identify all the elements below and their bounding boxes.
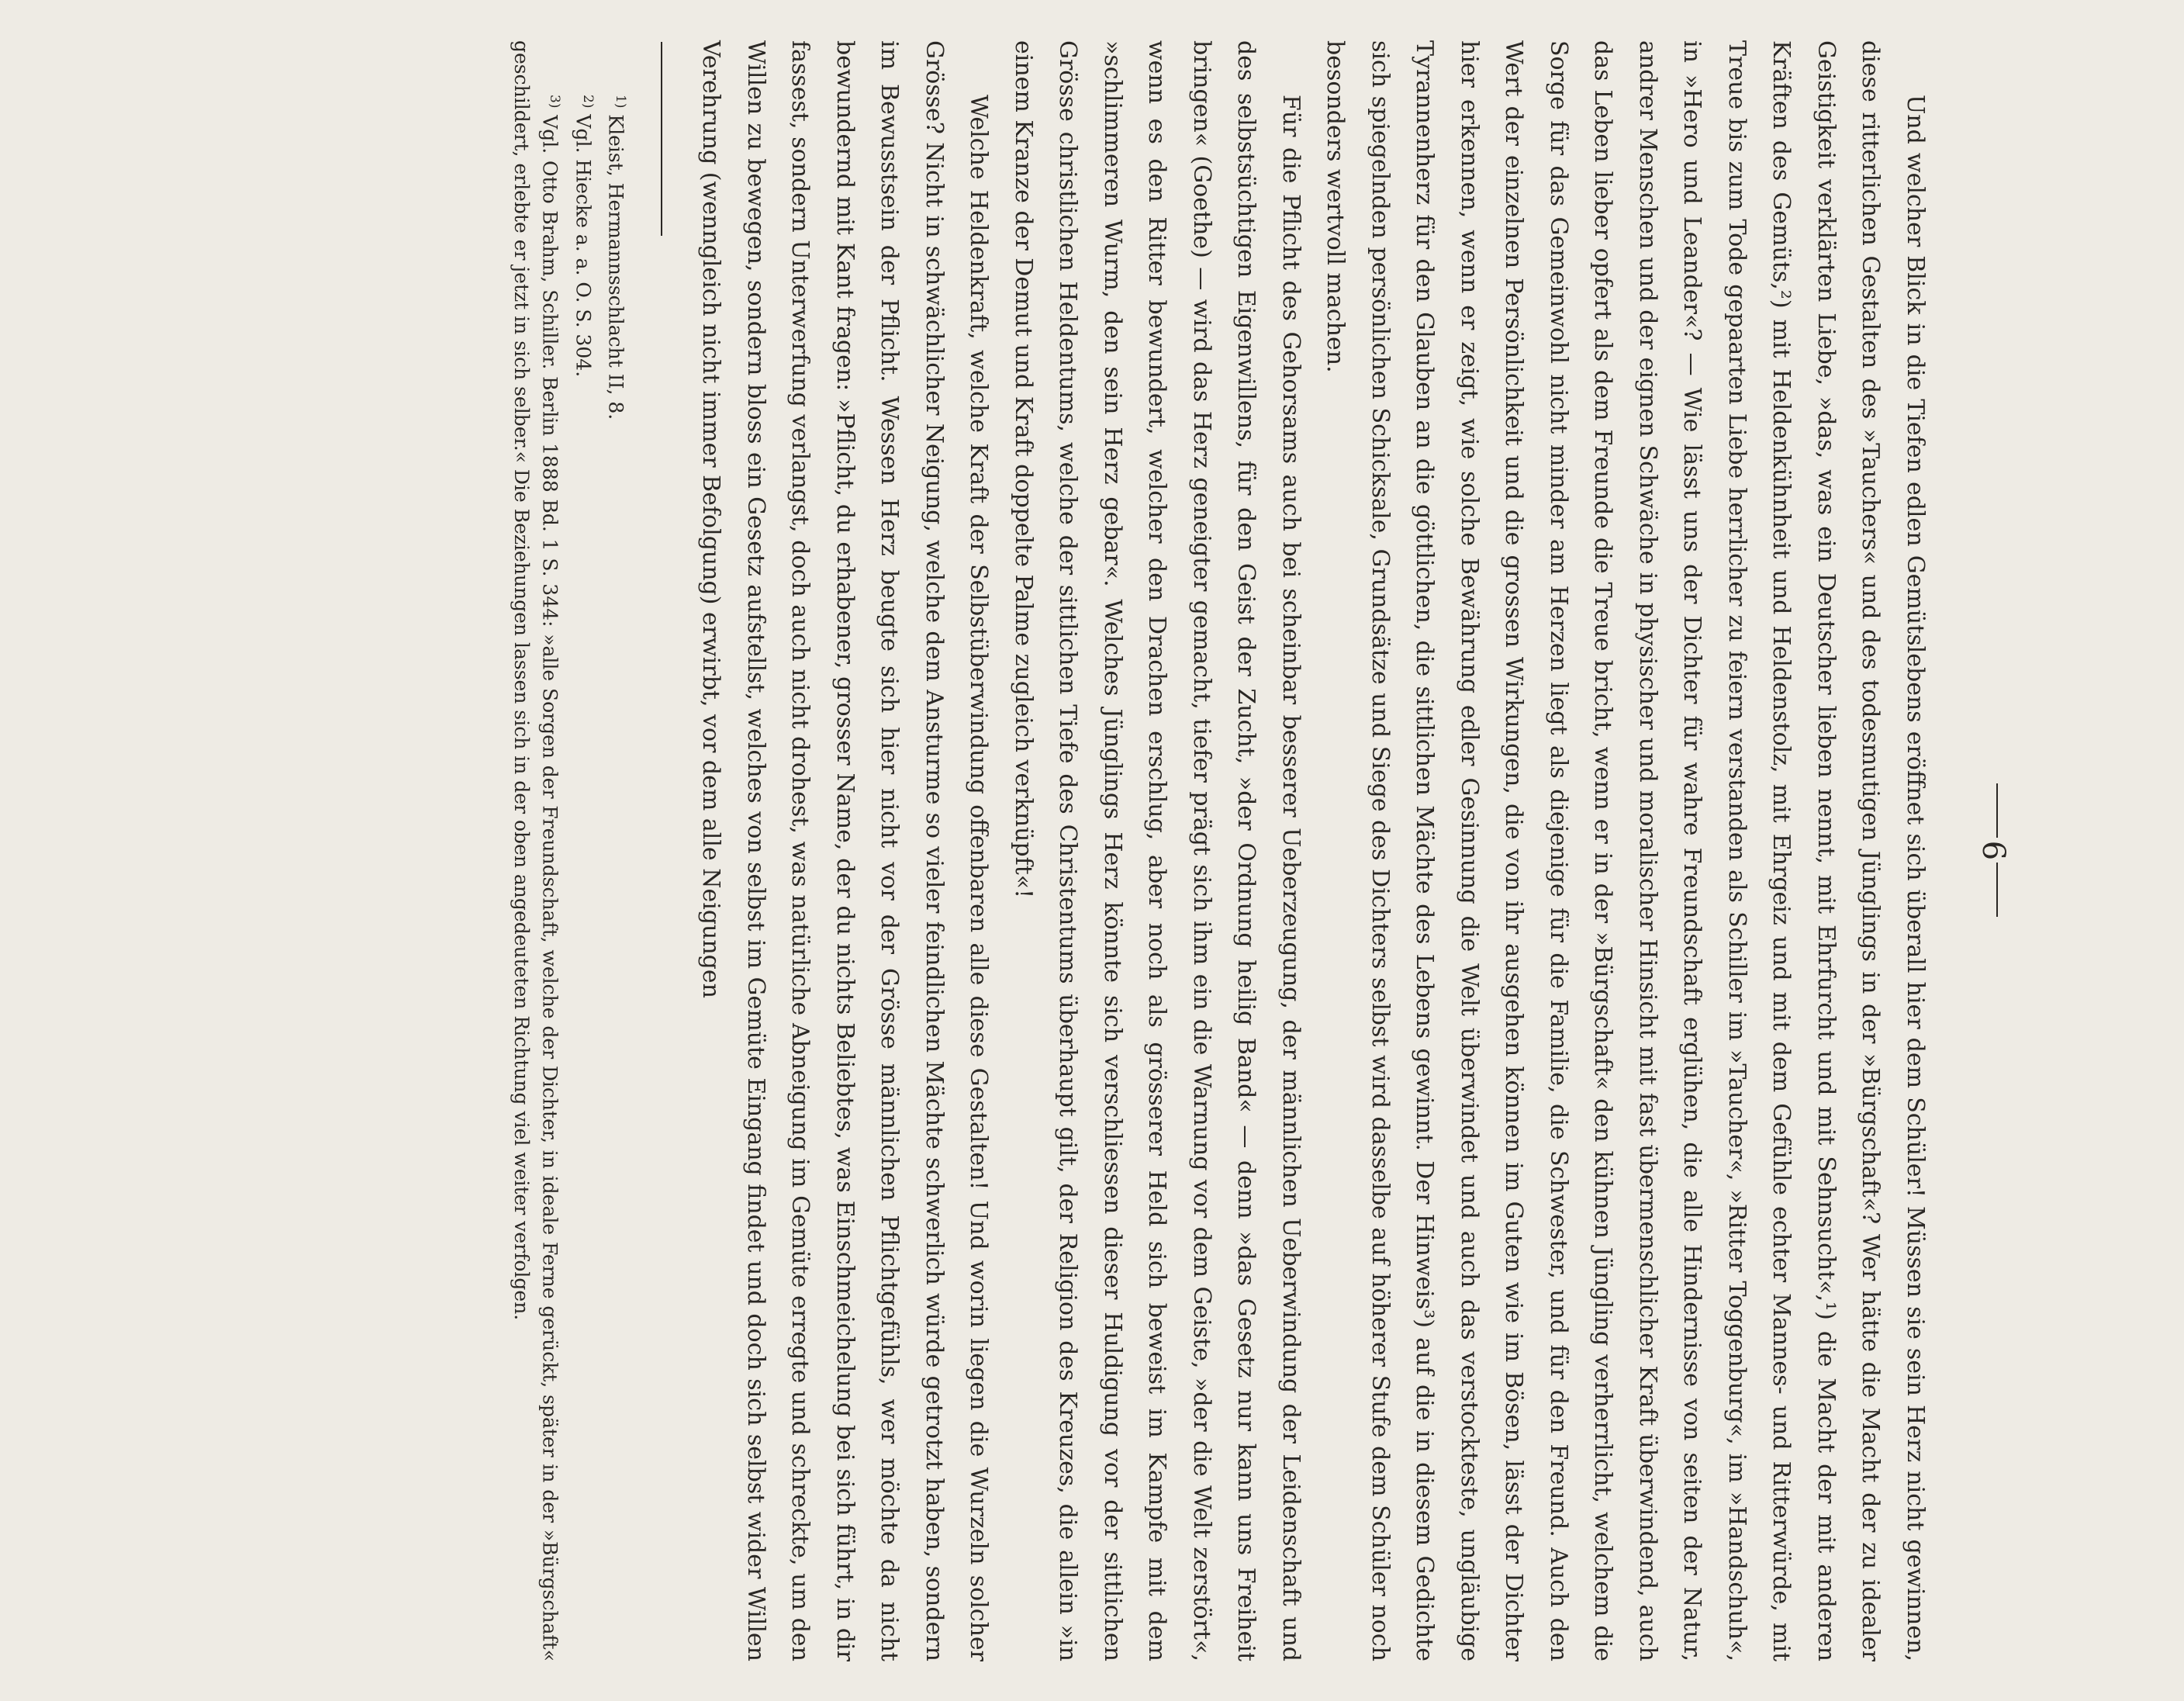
footnote-text: Vgl. Hiecke a. a. O. S. 304. [572,114,595,378]
footnote-mark: 1) [613,95,628,109]
paragraph-2: Für die Pflicht des Gehorsams auch bei scheinbar besserer Ueberzeugung, der männlichen Ueberwindung der Leidenschaft und des selbstsüchtigen Eigenwillens, für den Geist der Zucht, »der Ordnung heilig Band« — denn »das Gesetz nur kann uns Freiheit bringen« (Goethe) — wird das Herz geneigter gemacht, tiefer prägt sich ihm ein die Warnung vor dem Geiste, »der die Welt zerstört«, wenn es den Ritter bewundert, welcher den Drachen erschlug, aber noch als grösserer Held sich beweist im Kampfe mit dem »schlimmeren Wurm, den sein Herz gebar«. Welches Jünglings Herz könnte sich verschliessen dieser Huldigung vor der sittlichen Grösse christlichen Heldentums, welche der sittlichen Tiefe des Christentums überhaupt gilt, der Religion des Kreuzes, die allein »in einem Kranze der Demut und Kraft doppelte Palme zugleich verknüpft«! [1010,40,1305,1661]
rotated-page-content [301,0,2085,1701]
footnote-text: Kleist, Hermannsschlacht II, 8. [604,114,627,420]
footnote-1 [602,40,634,1661]
page-number: 6 [1975,840,2011,861]
footnote-2 [568,40,601,1661]
footnote-text: Vgl. Otto Brahm, Schiller. Berlin 1888 Bd. 1 S. 344: »alle Sorgen der Freundschaft, welche der Dichter, in ideale Ferne gerückt, später in der »Bürgschaft« geschildert, erlebte er jetzt in sich selber.« Die Beziehungen lassen sich in der oben angedeuteten Richtung viel weiter verfolgen. [510,40,562,1661]
footnote-mark: 2) [579,95,596,109]
paragraph-1: Und welcher Blick in die Tiefen edlen Gemütslebens eröffnet sich überall hier dem Schüler! Müssen sie sein Herz nicht gewinnen, diese ritterlichen Gestalten des »Tauchers« und des todesmutigen Jünglings in der »Bürgschaft«? Wer hätte die Macht der zu idealer Geistigkeit verklärten Liebe, »das, was ein Deutscher lieben nennt, mit Ehrfurcht und mit Sehnsucht«,¹) die Macht der mit anderen Kräften des Gemüts,²) mit Heldenkühnheit und Heldenstolz, mit Ehrgeiz und mit dem Gefühle echter Mannes- und Ritterwürde, mit Treue bis zum Tode gepaarten Liebe herrlicher zu feiern verstanden als Schiller im »Taucher«, »Ritter Toggenburg«, im »Handschuh«, in »Hero und Leander«? — Wie lässt uns der Dichter für wahre Freundschaft erglühen, die alle Hindernisse von seiten der Natur, andrer Menschen und der eignen Schwäche in physischer und moralischer Hinsicht mit fast übermenschlicher Kraft überwindend, auch das Leben lieber opfert als dem Freunde die Treue bricht, wenn er in der »Bürgschaft« den kühnen Jüngling verherrlicht, welchem die Sorge für das Gemeinwohl nicht minder am Herzen liegt als diejenige für die Familie, die Schwester, und für den Freund. Auch den Wert der einzelnen Persönlichkeit und die grossen Wirkungen, die von ihr ausgehen können im Guten wie im Bösen, lässt der Dichter hier erkennen, wenn er zeigt, wie solche Bewährung edler Gesinnung die Welt überwindet und auch das verstockteste, ungläubige Tyrannenherz für den Glauben an die göttlichen, die sittlichen Mächte des Lebens gewinnt. Der Hinweis³) auf die in diesem Gedichte sich spiegelnden persönlichen Schicksale, Grundsätze und Siege des Dichters selbst wird dasselbe auf höherer Stufe dem Schüler noch besonders wertvoll machen. [1322,40,1929,1661]
footnote-separator [661,42,662,236]
footnote-mark: 3) [547,95,563,109]
paragraph-3: Welche Heldenkraft, welche Kraft der Selbstüberwindung offenbaren alle diese Gestalten! Und worin liegen die Wurzeln solcher Grösse? Nicht in schwächlicher Neigung, welche dem Ansturme so vieler feindlichen Mächte schwerlich würde getrotzt haben, sondern im Bewusstsein der Pflicht. Wessen Herz beugte sich hier nicht vor der Grösse männlichen Pflichtgefühls, wer möchte da nicht bewundernd mit Kant fragen: »Pflicht, du erhabener, grosser Name, der du nichts Beliebtes, was Einschmeichelung bei sich führt, in dir fassest, sondern Unterwerfung verlangst, doch auch nicht drohest, was natürliche Abneigung im Gemüte erregte und schreckte, um den Willen zu bewegen, sondern bloss ein Gesetz aufstellst, welches von selbst im Gemüte Eingang findet und doch sich selbst wider Willen Verehrung (wenngleich nicht immer Befolgung) erwirbt, vor dem alle Neigungen [697,40,993,1661]
footnote-3 [507,40,568,1661]
body-text [507,40,1937,1661]
page-number-rule-right [1996,863,1998,917]
